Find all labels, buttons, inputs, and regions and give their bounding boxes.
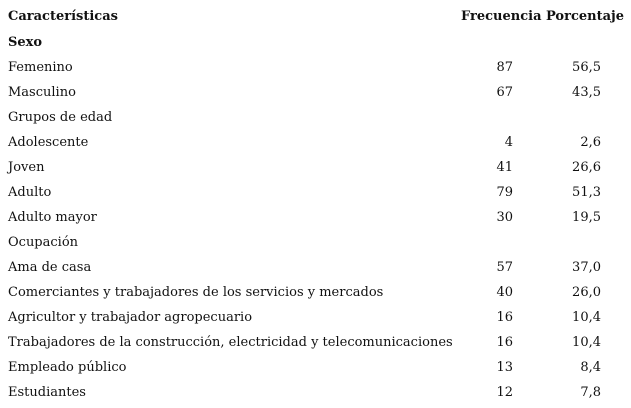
- table-row: [0, 305, 631, 330]
- row-frequency: 13: [496, 360, 513, 375]
- row-label: Grupos de edad: [8, 110, 113, 125]
- row-percentage: 51,3: [572, 185, 601, 200]
- row-label: Femenino: [8, 60, 73, 75]
- row-percentage: 43,5: [572, 85, 601, 100]
- row-percentage: 56,5: [572, 60, 601, 75]
- row-label: Trabajadores de la construcción, electricidad y telecomunicaciones: [8, 335, 453, 350]
- row-label: Ama de casa: [8, 260, 92, 275]
- row-label: Estudiantes: [8, 385, 86, 400]
- header-percentage: Porcentaje: [546, 9, 624, 24]
- row-label: Masculino: [8, 85, 76, 100]
- table-header: [0, 0, 631, 30]
- row-label: Ocupación: [8, 235, 79, 250]
- row-label: Joven: [8, 160, 45, 175]
- table-row: [0, 80, 631, 105]
- table-row: [0, 255, 631, 280]
- row-frequency: 16: [496, 335, 513, 350]
- row-percentage: 10,4: [572, 310, 601, 325]
- row-percentage: 7,8: [580, 385, 601, 400]
- row-frequency: 12: [496, 385, 513, 400]
- section-row-ocupacion: [0, 230, 631, 255]
- row-percentage: 10,4: [572, 335, 601, 350]
- row-percentage: 2,6: [580, 135, 601, 150]
- row-percentage: 8,4: [580, 360, 601, 375]
- table-row: [0, 280, 631, 305]
- table-row: [0, 130, 631, 155]
- row-percentage: 26,6: [572, 160, 601, 175]
- row-percentage: 19,5: [572, 210, 601, 225]
- table-row: [0, 180, 631, 205]
- row-label: Sexo: [8, 35, 43, 50]
- row-frequency: 57: [496, 260, 513, 275]
- table-row: [0, 205, 631, 230]
- row-label: Adolescente: [8, 135, 89, 150]
- table-row: [0, 55, 631, 80]
- row-frequency: 16: [496, 310, 513, 325]
- row-label: Adulto mayor: [8, 210, 97, 225]
- row-percentage: 26,0: [572, 285, 601, 300]
- row-frequency: 4: [504, 135, 513, 150]
- section-row-sexo: [0, 30, 631, 55]
- row-label: Empleado público: [8, 360, 127, 375]
- row-frequency: 67: [496, 85, 513, 100]
- row-frequency: 40: [496, 285, 513, 300]
- row-frequency: 79: [496, 185, 513, 200]
- table-row: [0, 355, 631, 380]
- table-row: [0, 380, 631, 405]
- row-label: Adulto: [8, 185, 52, 200]
- header-frequency: Frecuencia: [461, 9, 542, 24]
- row-label: Agricultor y trabajador agropecuario: [8, 310, 253, 325]
- table-row: [0, 155, 631, 180]
- table-row: [0, 330, 631, 355]
- header-characteristics: Características: [8, 9, 118, 24]
- row-frequency: 41: [496, 160, 513, 175]
- row-label: Comerciantes y trabajadores de los servicios y mercados: [8, 285, 384, 300]
- row-percentage: 37,0: [572, 260, 601, 275]
- section-row-grupos-de-edad: [0, 105, 631, 130]
- row-frequency: 30: [496, 210, 513, 225]
- row-frequency: 87: [496, 60, 513, 75]
